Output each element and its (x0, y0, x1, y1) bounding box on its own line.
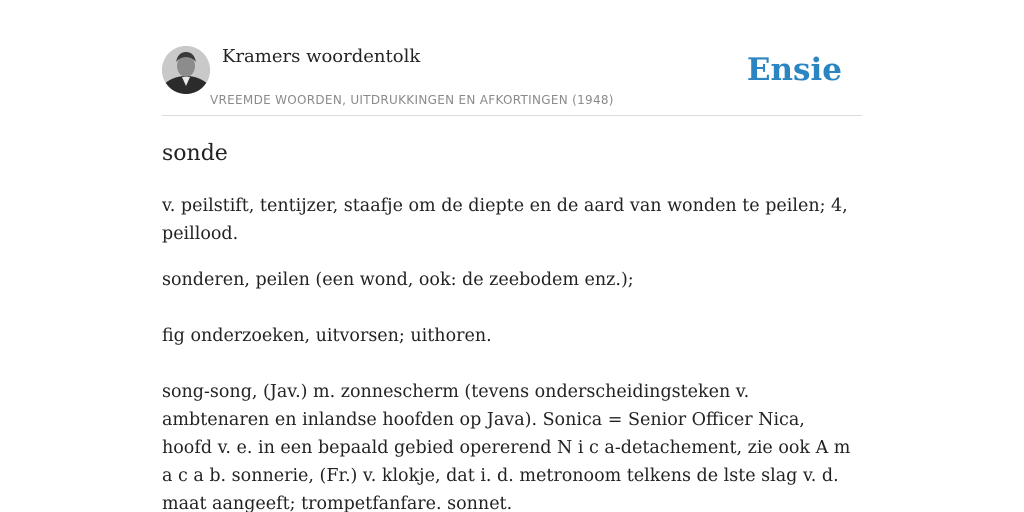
entry-paragraph: fig onderzoeken, uitvorsen; uithoren. (162, 326, 492, 346)
entry-definition: v. peilstift, tentijzer, staafje om de diepte en de aard van wonden te peilen; 4, peillood. (162, 196, 848, 244)
source-header (162, 46, 862, 116)
entry-paragraph: sonderen, peilen (een wond, ook: de zeebodem enz.); (162, 270, 634, 290)
source-title[interactable]: Kramers woordentolk (222, 46, 421, 67)
author-portrait[interactable] (162, 46, 210, 94)
portrait-image (162, 46, 210, 94)
entry-headword: sonde (162, 141, 228, 166)
source-subtitle: VREEMDE WOORDEN, UITDRUKKINGEN EN AFKORTINGEN (1948) (210, 93, 614, 107)
entry-paragraph: song-song, (Jav.) m. zonnescherm (tevens onderscheidingsteken v. ambtenaren en inlandse hoofden op Java). Sonica = Senior Officer Nica, hoofd v. e. in een bepaald gebied opererend N i c a-detachement, zie ook A m a c a b. sonnerie, (Fr.) v. klokje, dat i. d. metronoom telkens de lste slag v. d. maat aangeeft; trompetfanfare. sonnet. (162, 382, 851, 512)
ensie-logo[interactable]: Ensie (746, 52, 842, 88)
entry-content (162, 138, 852, 512)
